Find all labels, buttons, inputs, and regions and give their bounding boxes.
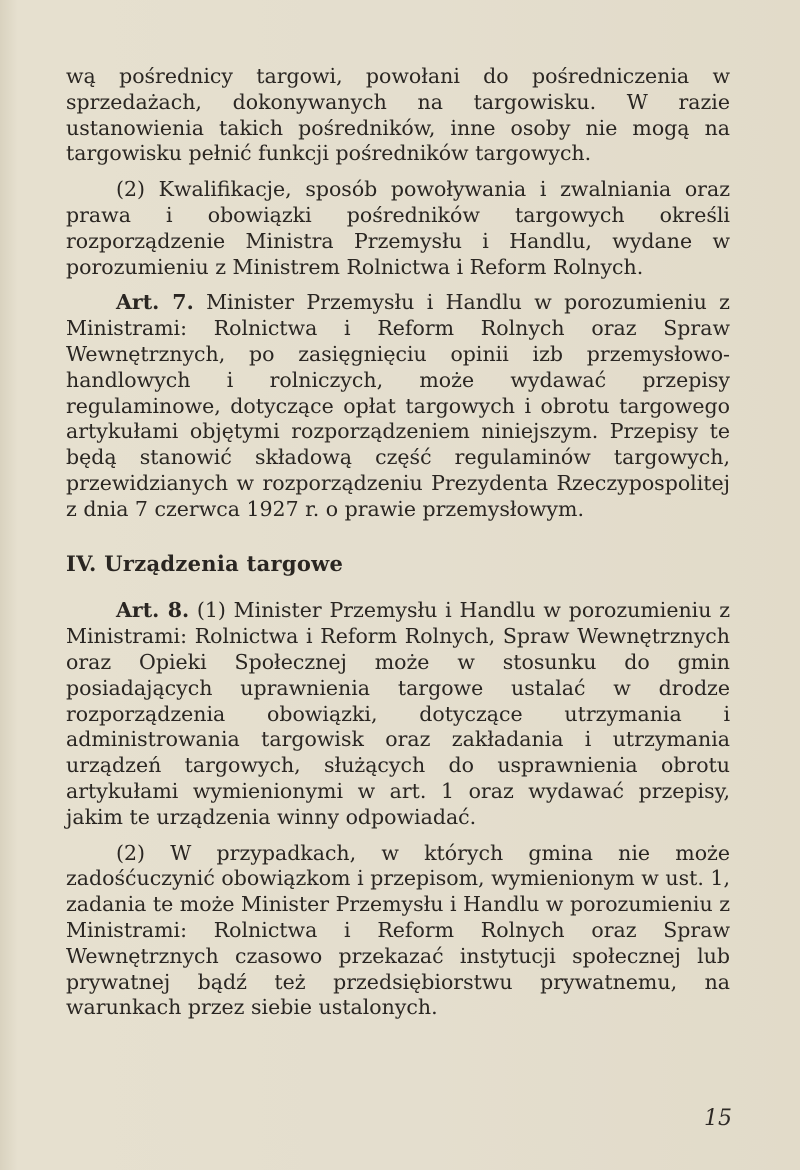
section-heading: IV. Urządzenia targowe <box>66 550 344 576</box>
article-text: (1) Minister Przemysłu i Handlu w porozumieniu z Ministrami: Rolnictwa i Reform Rolnych, Spraw Wewnętrznych oraz Opieki Społecznej może w stosunku do gmin posiadających uprawnienia targowe ustalać w drodze rozporządzenia obowiązki, dotyczące utrzymania i administrowania targowisk oraz zakładania i utrzymania urządzeń targowych, służących do usprawnienia obrotu artykułami wymienionymi w art. 1 oraz wydawać przepisy, jakim te urządzenia winny odpowiadać. <box>66 598 730 829</box>
paragraph-art7 <box>66 290 730 522</box>
article-label: Art. 8. <box>116 598 190 623</box>
paragraph-art8-section2: (2) W przypadkach, w których gmina nie może zadośćuczynić obowiązkom i przepisom, wymienionym w ust. 1, zadania te może Minister Przemysłu i Handlu w porozumieniu z Ministrami: Rolnictwa i Reform Rolnych oraz Spraw Wewnętrznych czasowo przekazać instytucji społecznej lub prywatnej bądź też przedsiębiorstwu prywatnemu, na warunkach przez siebie ustalonych. <box>66 840 730 1020</box>
page-number: 15 <box>704 1106 732 1131</box>
article-label: Art. 7. <box>116 290 194 315</box>
page-body <box>66 64 730 1021</box>
paragraph-art6-section2: (2) Kwalifikacje, sposób powoływania i zwalniania oraz prawa i obowiązki pośredników targowych określi rozporządzenie Ministra Przemysłu i Handlu, wydane w porozumieniu z Ministrem Rolnictwa i Reform Rolnych. <box>66 177 730 279</box>
paragraph-art8 <box>66 598 730 830</box>
article-text: Minister Przemysłu i Handlu w porozumieniu z Ministrami: Rolnictwa i Reform Rolnych oraz Spraw Wewnętrznych, po zasięgnięciu opinii izb przemysłowo-handlowych i rolniczych, może wydawać przepisy regulaminowe, dotyczące opłat targowych i obrotu targowego artykułami objętymi rozporządzeniem niniejszym. Przepisy te będą stanowić składową część regulaminów targowych, przewidzianych w rozporządzeniu Prezydenta Rzeczypospolitej z dnia 7 czerwca 1927 r. o prawie przemysłowym. <box>66 290 730 521</box>
paragraph-continuation: wą pośrednicy targowi, powołani do pośredniczenia w sprzedażach, dokonywanych na targowisku. W razie ustanowienia takich pośredników, inne osoby nie mogą na targowisku pełnić funkcji pośredników targowych. <box>66 64 730 166</box>
